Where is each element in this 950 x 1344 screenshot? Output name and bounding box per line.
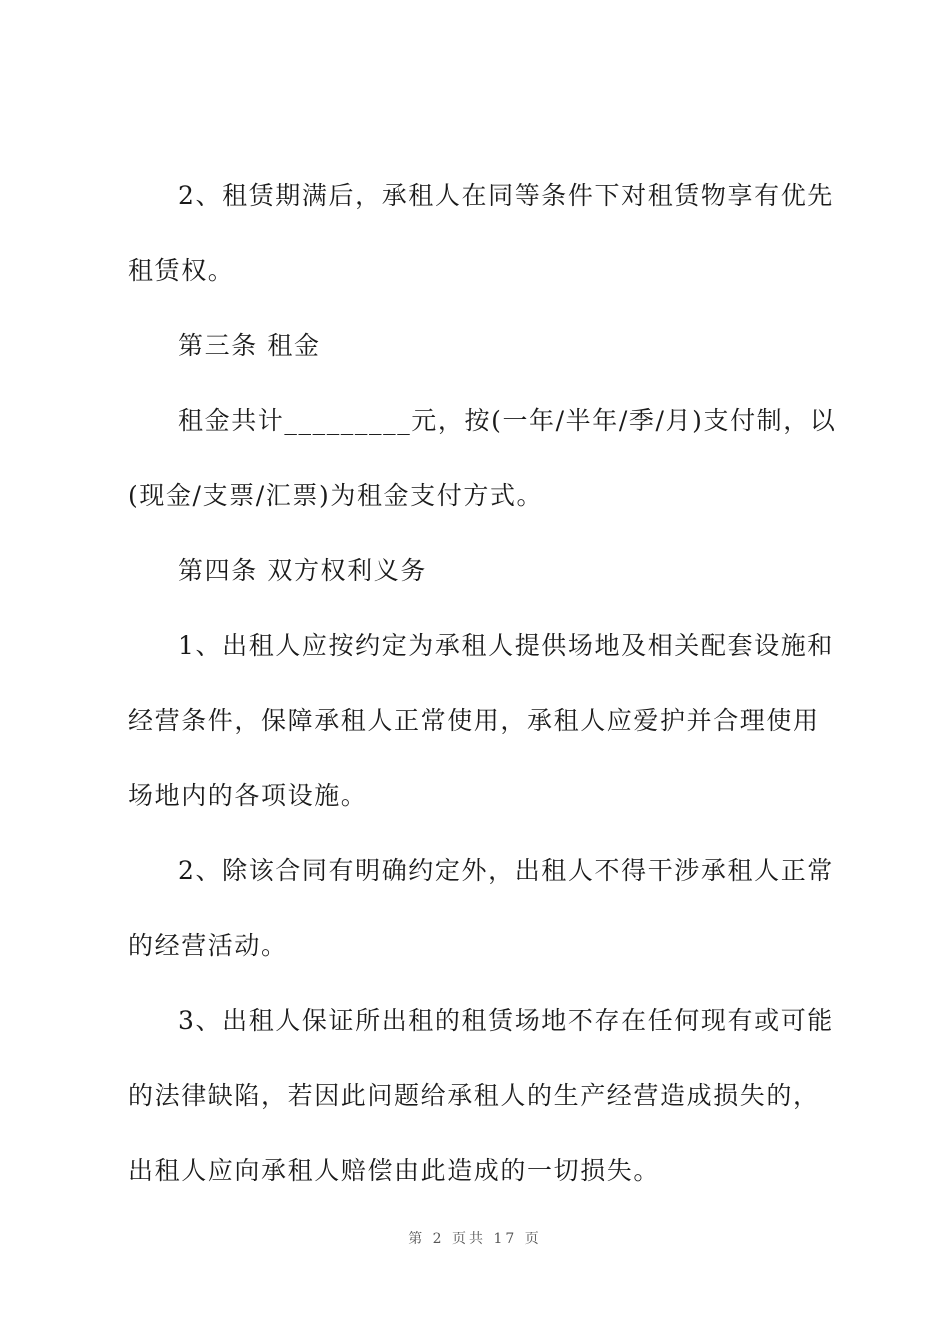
section-heading: 第四条 双方权利义务	[178, 556, 427, 585]
document-body	[128, 158, 844, 1208]
clause-paragraph: 租金共计_________元，按(一年/半年/季/月)支付制，以(现金/支票/汇票)为租金支付方式。	[128, 406, 837, 510]
section-heading: 第三条 租金	[178, 331, 321, 360]
clause-paragraph: 2、除该合同有明确约定外，出租人不得干涉承租人正常的经营活动。	[128, 856, 834, 960]
clause-paragraph: 1、出租人应按约定为承租人提供场地及相关配套设施和经营条件，保障承租人正常使用，承租人应爱护并合理使用场地内的各项设施。	[128, 631, 834, 810]
page-number-footer: 第 2 页共 17 页	[408, 1231, 542, 1247]
clause-paragraph: 2、租赁期满后，承租人在同等条件下对租赁物享有优先租赁权。	[128, 181, 834, 285]
clause-paragraph: 3、出租人保证所出租的租赁场地不存在任何现有或可能的法律缺陷，若因此问题给承租人的生产经营造成损失的，出租人应向承租人赔偿由此造成的一切损失。	[128, 1006, 834, 1185]
